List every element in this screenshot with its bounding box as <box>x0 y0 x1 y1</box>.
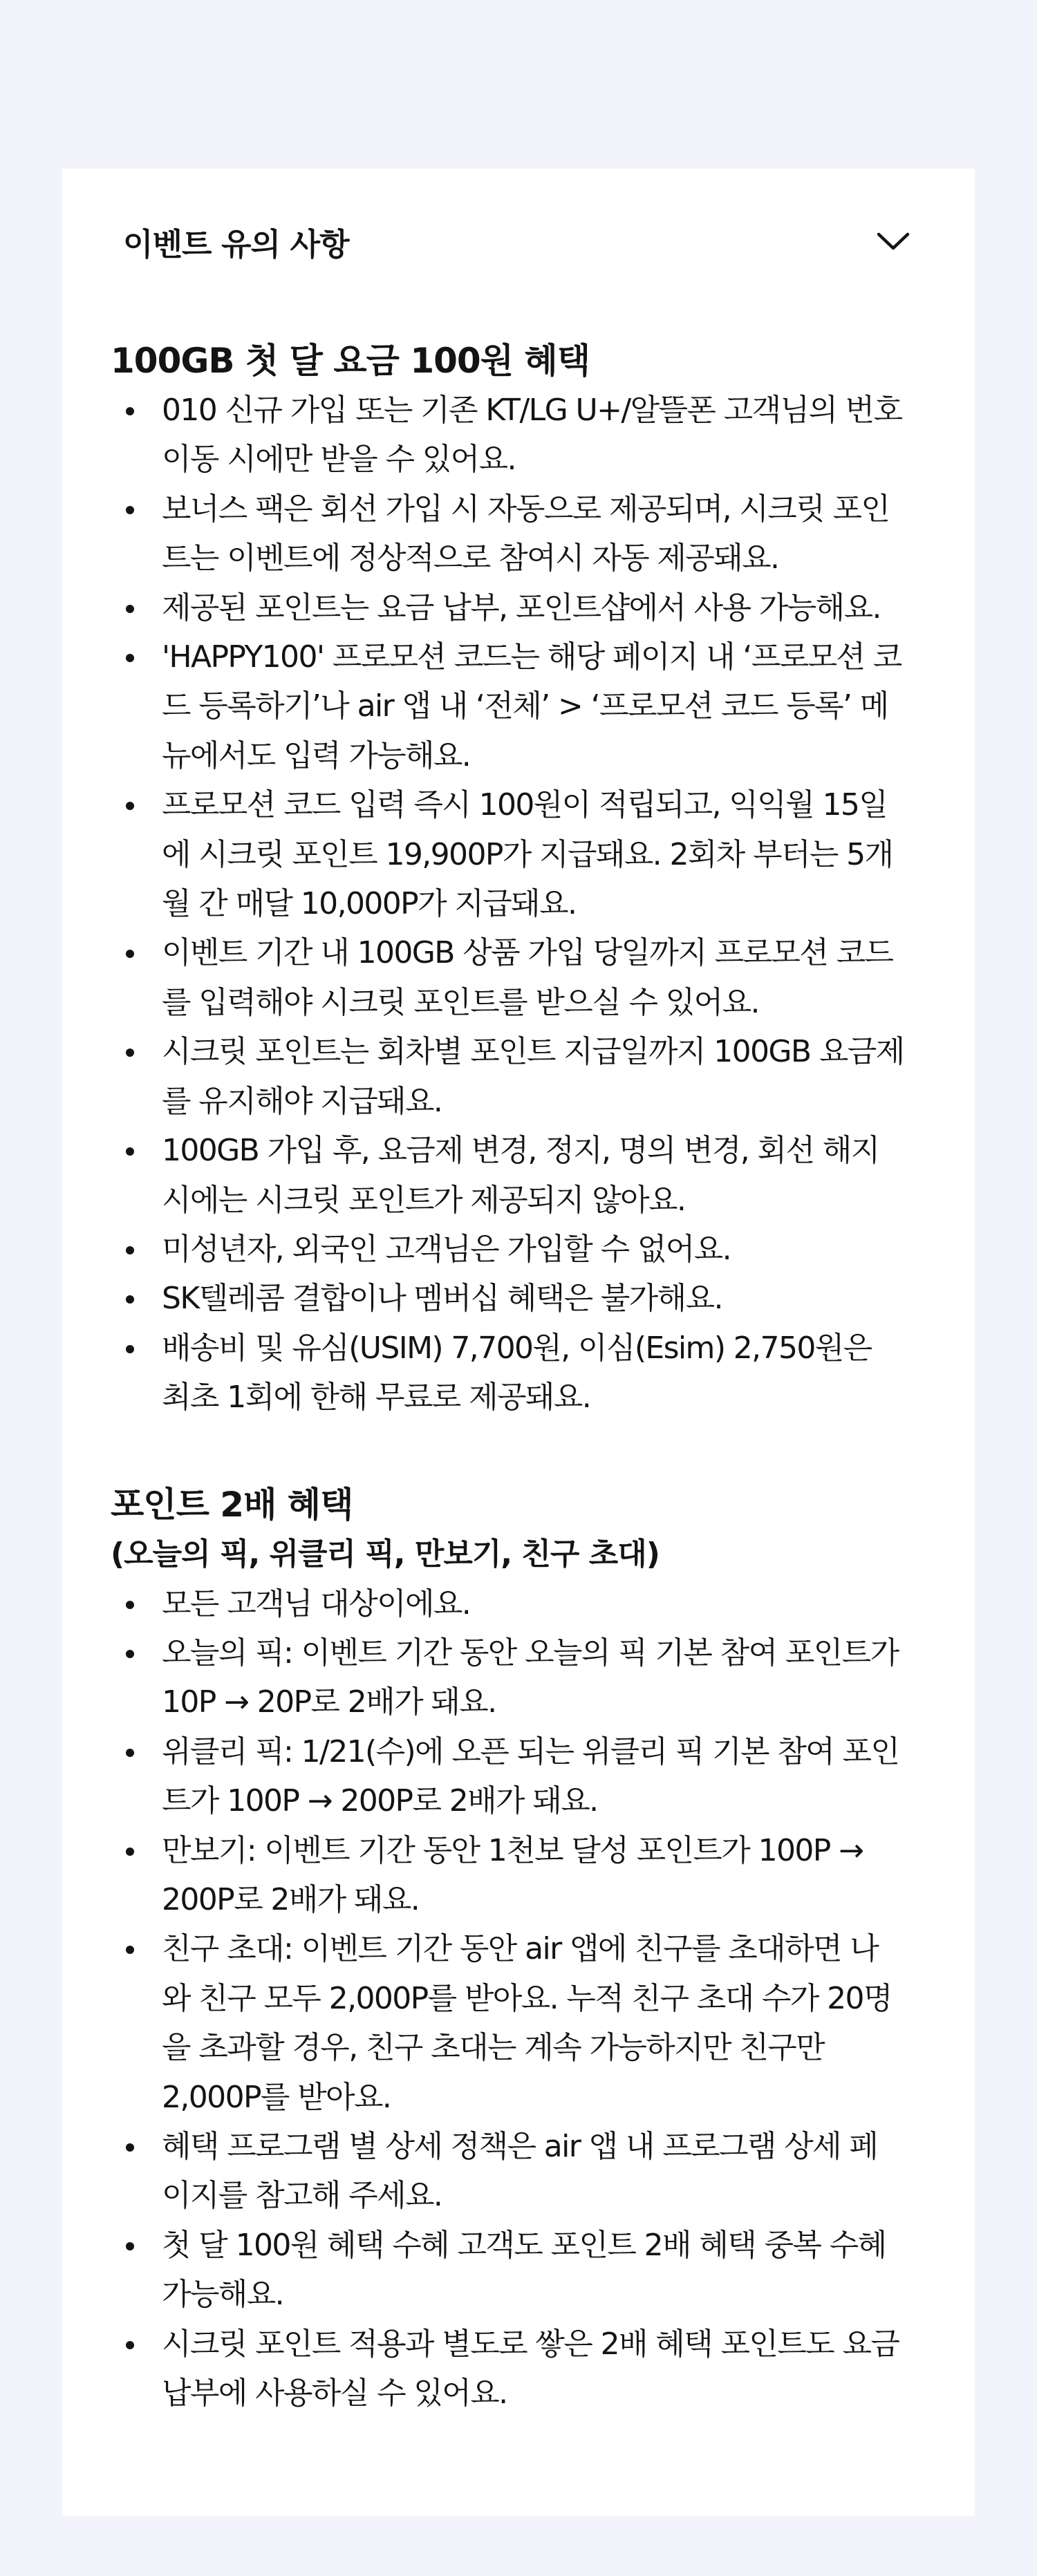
list-item: 미성년자, 외국인 고객님은 가입할 수 없어요. <box>111 1225 906 1274</box>
list-item: 혜택 프로그램 별 상세 정책은 air 앱 내 프로그램 상세 페이지를 참고해 주세요. <box>111 2122 906 2221</box>
section-title: 100GB 첫 달 요금 100원 혜택 <box>111 341 590 381</box>
chevron-down-icon[interactable] <box>872 220 914 262</box>
list-item: 만보기: 이벤트 기간 동안 1천보 달성 포인트가 100P → 200P로 2배가 돼요. <box>111 1826 906 1925</box>
accordion-content <box>111 336 906 2418</box>
list-item: 'HAPPY100' 프로모션 코드는 해당 페이지 내 ‘프로모션 코드 등록하기’나 air 앱 내 ‘전체’ > ‘프로모션 코드 등록’ 메뉴에서도 입력 가능해요. <box>111 632 906 780</box>
list-item: 보너스 팩은 회선 가입 시 자동으로 제공되며, 시크릿 포인트는 이벤트에 정상적으로 참여시 자동 제공돼요. <box>111 485 906 583</box>
list-item: 위클리 픽: 1/21(수)에 오픈 되는 위클리 픽 기본 참여 포인트가 100P → 200P로 2배가 돼요. <box>111 1727 906 1826</box>
list-item: 첫 달 100원 혜택 수혜 고객도 포인트 2배 혜택 중복 수혜 가능해요. <box>111 2221 906 2320</box>
list-item: 010 신규 가입 또는 기존 KT/LG U+/알뜰폰 고객님의 번호 이동 시에만 받을 수 있어요. <box>111 386 906 485</box>
notice-list <box>111 1579 906 2418</box>
list-item: 이벤트 기간 내 100GB 상품 가입 당일까지 프로모션 코드를 입력해야 시크릿 포인트를 받으실 수 있어요. <box>111 928 906 1027</box>
section-subtitle: (오늘의 픽, 위클리 픽, 만보기, 친구 초대) <box>111 1536 660 1572</box>
event-notice-card <box>62 169 975 2516</box>
section-first-month-benefit <box>111 336 906 1422</box>
list-item: 시크릿 포인트는 회차별 포인트 지급일까지 100GB 요금제를 유지해야 지급돼요. <box>111 1027 906 1126</box>
list-item: SK텔레콤 결합이나 멤버십 혜택은 불가해요. <box>111 1274 906 1323</box>
notice-list <box>111 386 906 1422</box>
list-item: 100GB 가입 후, 요금제 변경, 정지, 명의 변경, 회선 해지 시에는 시크릿 포인트가 제공되지 않아요. <box>111 1126 906 1225</box>
section-title: 포인트 2배 혜택 <box>111 1484 353 1525</box>
event-notice-accordion-toggle[interactable] <box>123 217 914 265</box>
list-item: 배송비 및 유심(USIM) 7,700원, 이심(Esim) 2,750원은 최초 1회에 한해 무료로 제공돼요. <box>111 1324 906 1422</box>
list-item: 친구 초대: 이벤트 기간 동안 air 앱에 친구를 초대하면 나와 친구 모두 2,000P를 받아요. 누적 친구 초대 수가 20명을 초과할 경우, 친구 초대는 계속 가능하지만 친구만 2,000P를 받아요. <box>111 1924 906 2122</box>
list-item: 오늘의 픽: 이벤트 기간 동안 오늘의 픽 기본 참여 포인트가 10P → 20P로 2배가 돼요. <box>111 1628 906 1727</box>
list-item: 시크릿 포인트 적용과 별도로 쌓은 2배 혜택 포인트도 요금 납부에 사용하실 수 있어요. <box>111 2320 906 2418</box>
section-spacer <box>111 1422 906 1480</box>
list-item: 제공된 포인트는 요금 납부, 포인트샵에서 사용 가능해요. <box>111 583 906 632</box>
section-double-points-benefit <box>111 1480 906 2418</box>
list-item: 모든 고객님 대상이에요. <box>111 1579 906 1628</box>
accordion-title: 이벤트 유의 사항 <box>123 225 349 263</box>
list-item: 프로모션 코드 입력 즉시 100원이 적립되고, 익익월 15일에 시크릿 포인트 19,900P가 지급돼요. 2회차 부터는 5개월 간 매달 10,000P가 지급돼요. <box>111 780 906 928</box>
